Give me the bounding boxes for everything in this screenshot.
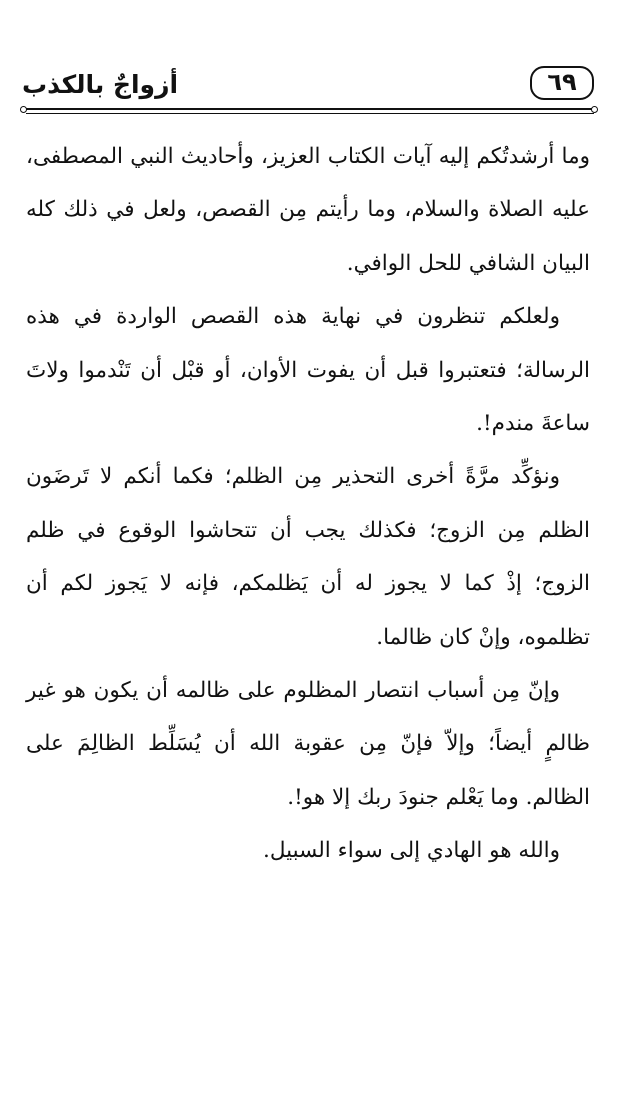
header-rule-end-left [20, 106, 27, 113]
header-rule [26, 108, 594, 110]
header-rule-inner [26, 113, 594, 114]
paragraph: ونؤكِّد مرَّةً أخرى التحذير مِن الظلم؛ فكما أنكم لا تَرضَون الظلم مِن الزوج؛ فكذلك يجب أن تتحاشوا الوقوع في ظلم الزوج؛ إذْ كما لا يجوز له أن يَظلمكم، فإنه لا يَجوز لكم أن تظلموه، وإنْ كان ظالما. [26, 464, 590, 650]
paragraph: والله هو الهادي إلى سواء السبيل. [262, 838, 560, 864]
page-body [26, 130, 590, 878]
running-title: أزواجٌ بالكذب [22, 70, 179, 99]
paragraph: وإنّ مِن أسباب انتصار المظلوم على ظالمه أن يكون هو غير ظالمٍ أيضاً؛ وإلاّ فإنّ مِن عقوبة الله أن يُسَلِّط الظالِمَ على الظالم. وما يَعْلم جنودَ ربك إلا هو!. [26, 678, 590, 810]
header-rule-end-right [591, 106, 598, 113]
page-number: ٦٩ [530, 66, 594, 100]
paragraph: ولعلكم تنظرون في نهاية هذه القصص الواردة في هذه الرسالة؛ فتعتبروا قبل أن يفوت الأوان، أو قبْل أن تَنْدموا ولاتَ ساعةَ مندم!. [26, 304, 590, 437]
paragraph: وما أرشدتُكم إليه آيات الكتاب العزيز، وأحاديث النبي المصطفى، عليه الصلاة والسلام، وما رأيتم مِن القصص، ولعل في ذلك كله البيان الشافي للحل الوافي. [26, 144, 590, 276]
running-header [18, 58, 592, 124]
